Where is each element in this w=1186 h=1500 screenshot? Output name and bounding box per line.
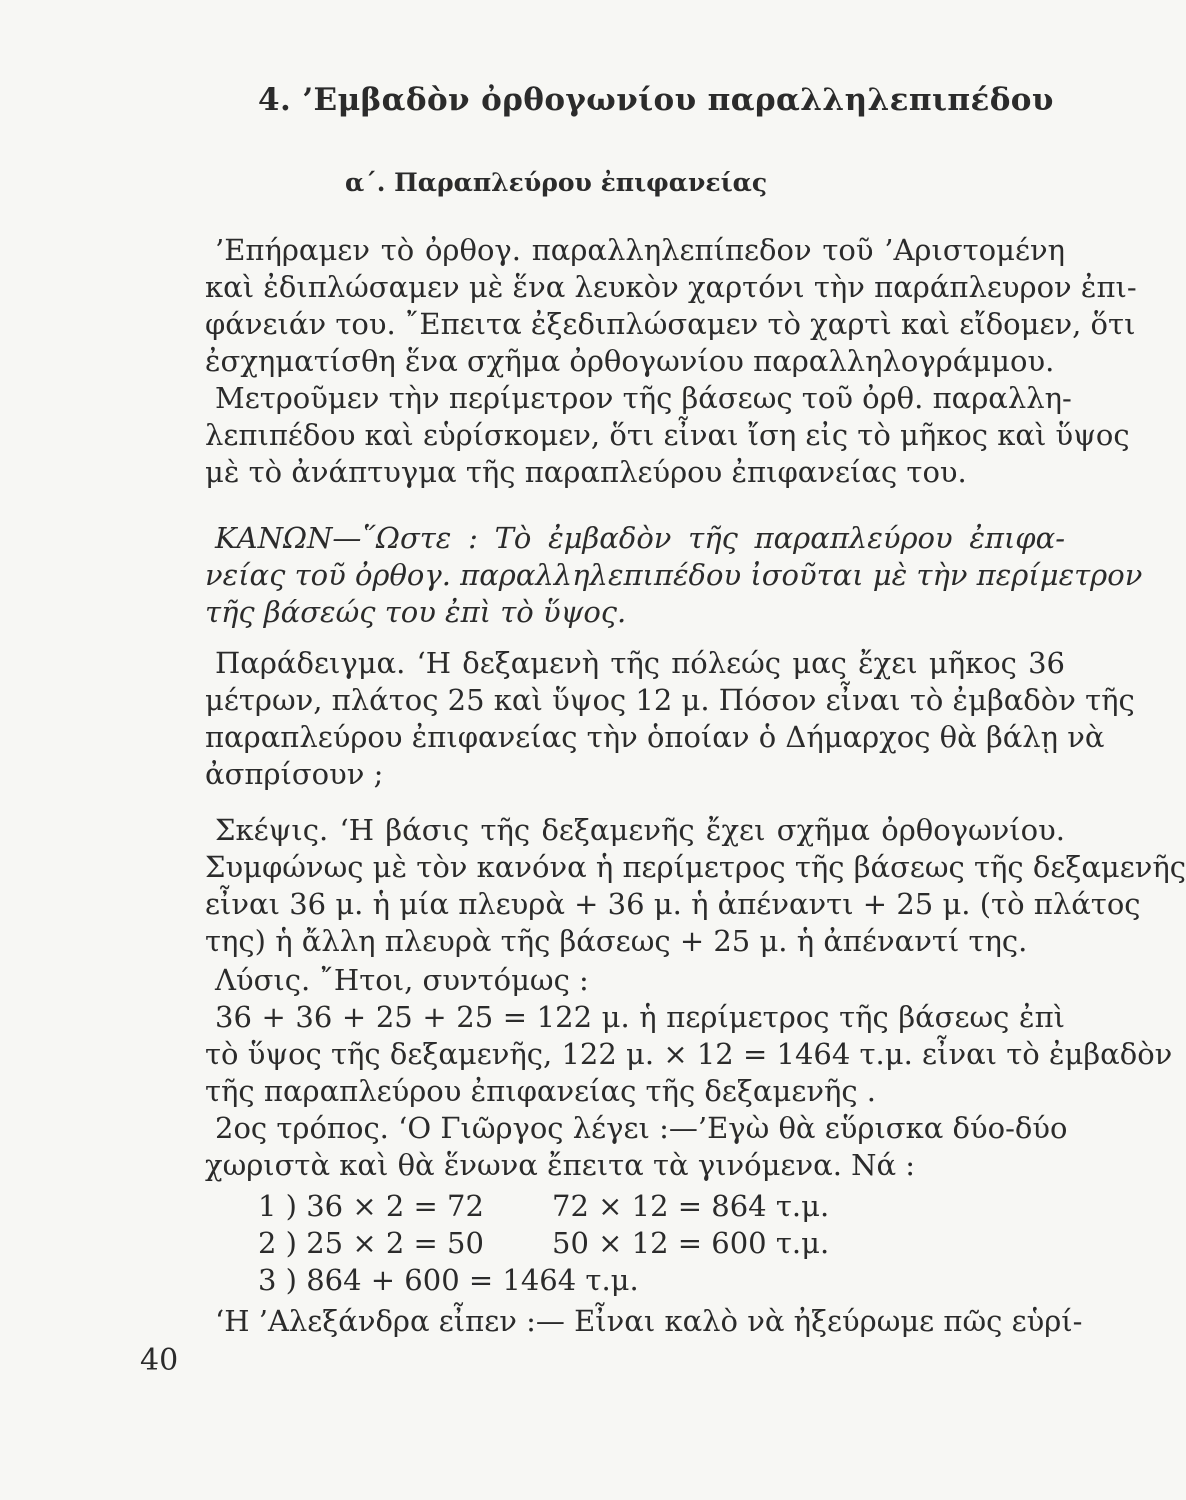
- rule-line: ΚΑΝΩΝ—῞Ωστε : Τὸ ἐμβαδὸν τῆς παραπλεύρου ἐπιφα-: [215, 521, 1065, 555]
- example-line: μέτρων, πλάτος 25 καὶ ὕψος 12 μ. Πόσον εἶναι τὸ ἐμβαδὸν τῆς: [205, 683, 1135, 717]
- intro-line: Μετροῦμεν τὴν περίμετρον τῆς βάσεως τοῦ ὀρθ. παραλλη-: [215, 381, 1072, 415]
- solution-line: 36 + 36 + 25 + 25 = 122 μ. ἡ περίμετρος τῆς βάσεως ἐπὶ: [215, 1000, 1065, 1034]
- example-line: Παράδειγμα. ‘Η δεξαμενὴ τῆς πόλεώς μας ἔχει μῆκος 36: [215, 646, 1065, 680]
- section-title: 4. ’Εμβαδὸν ὀρθογωνίου παραλληλεπιπέδου: [258, 82, 1054, 118]
- second-way-line: 2ος τρόπος. ‘Ο Γιῶργος λέγει :—’Εγὼ θὰ εὕρισκα δύο-δύο: [215, 1111, 1068, 1145]
- calc-left: 3 ) 864 + 600 = 1464 τ.μ.: [258, 1263, 639, 1297]
- calc-right: 72 × 12 = 864 τ.μ.: [552, 1189, 830, 1223]
- example-line: ἀσπρίσουν ;: [205, 757, 384, 791]
- intro-line: ἐσχηματίσθη ἕνα σχῆμα ὀρθογωνίου παραλληλογράμμου.: [205, 344, 1055, 378]
- thought-line: Σκέψις. ‘Η βάσις τῆς δεξαμενῆς ἔχει σχῆμα ὀρθογωνίου.: [215, 813, 1065, 847]
- subsection-title: α΄. Παραπλεύρου ἐπιφανείας: [345, 168, 768, 197]
- thought-line: Συμφώνως μὲ τὸν κανόνα ἡ περίμετρος τῆς βάσεως τῆς δεξαμενῆς: [205, 850, 1186, 884]
- intro-line: φάνειάν του. ῎Επειτα ἐξεδιπλώσαμεν τὸ χαρτὶ καὶ εἴδομεν, ὅτι: [205, 307, 1136, 341]
- intro-line: ’Επήραμεν τὸ ὀρθογ. παραλληλεπίπεδον τοῦ ’Αριστομένη: [215, 233, 1065, 267]
- example-line: παραπλεύρου ἐπιφανείας τὴν ὁποίαν ὁ Δήμαρχος θὰ βάλῃ νὰ: [205, 720, 1105, 754]
- intro-line: λεπιπέδου καὶ εὑρίσκομεν, ὅτι εἶναι ἴση εἰς τὸ μῆκος καὶ ὕψος: [205, 418, 1130, 452]
- intro-line: μὲ τὸ ἀνάπτυγμα τῆς παραπλεύρου ἐπιφανείας του.: [205, 455, 967, 489]
- rule-line: τῆς βάσεώς του ἐπὶ τὸ ὕψος.: [205, 595, 627, 629]
- thought-line: της) ἡ ἄλλη πλευρὰ τῆς βάσεως + 25 μ. ἡ ἀπέναντί της.: [205, 924, 1028, 958]
- solution-line: τὸ ὕψος τῆς δεξαμενῆς, 122 μ. × 12 = 1464 τ.μ. εἶναι τὸ ἐμβαδὸν: [205, 1037, 1173, 1071]
- calc-left: 1 ) 36 × 2 = 72: [258, 1189, 484, 1223]
- rule-line: νείας τοῦ ὀρθογ. παραλληλεπιπέδου ἰσοῦται μὲ τὴν περίμετρον: [205, 558, 1143, 592]
- final-line: ‘Η ’Αλεξάνδρα εἶπεν :— Εἶναι καλὸ νὰ ἠξεύρωμε πῶς εὑρί-: [215, 1304, 1083, 1338]
- calc-right: 50 × 12 = 600 τ.μ.: [552, 1226, 830, 1260]
- intro-line: καὶ ἐδιπλώσαμεν μὲ ἕνα λευκὸν χαρτόνι τὴν παράπλευρον ἐπι-: [205, 270, 1137, 304]
- thought-line: εἶναι 36 μ. ἡ μία πλευρὰ + 36 μ. ἡ ἀπέναντι + 25 μ. (τὸ πλάτος: [205, 887, 1141, 921]
- solution-line: τῆς παραπλεύρου ἐπιφανείας τῆς δεξαμενῆς .: [205, 1074, 877, 1108]
- calc-left: 2 ) 25 × 2 = 50: [258, 1226, 484, 1260]
- solution-line: Λύσις. ῎Ητοι, συντόμως :: [215, 963, 589, 997]
- page-number: 40: [140, 1343, 179, 1378]
- second-way-line: χωριστὰ καὶ θὰ ἕνωνα ἔπειτα τὰ γινόμενα. Νά :: [205, 1148, 916, 1182]
